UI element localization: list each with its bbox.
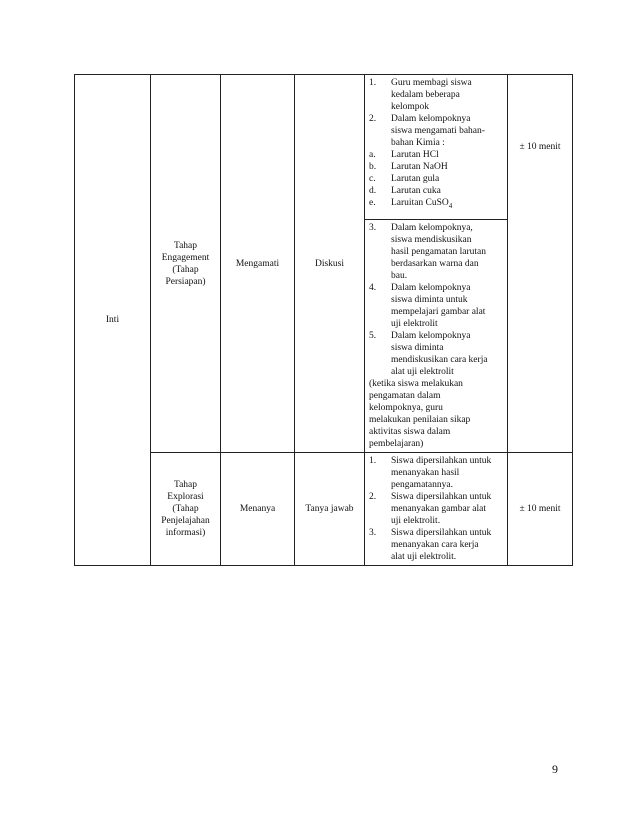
- assessment-note: [369, 378, 503, 450]
- step-item: [369, 330, 503, 378]
- text-line: menanyakan cara kerja: [391, 540, 479, 550]
- step-number: 5.: [369, 331, 377, 341]
- substance-name: Larutan HCl: [391, 150, 439, 160]
- stage-label: [151, 477, 220, 541]
- text-line: siswa mendiskusikan: [391, 235, 472, 245]
- text-line: kelompoknya, guru: [369, 403, 443, 413]
- substance-item: [369, 197, 503, 209]
- text-line: informasi): [165, 528, 206, 538]
- substance-item: [369, 161, 503, 173]
- phase-label: Inti: [105, 315, 120, 325]
- substance-letter: e.: [369, 198, 376, 208]
- text-line: Tahap: [173, 240, 198, 251]
- text-line: siswa diminta untuk: [391, 295, 468, 305]
- method-label: Tanya jawab: [305, 504, 354, 514]
- step-number: 1.: [369, 456, 377, 466]
- text-line: Siswa dipersilahkan untuk: [391, 528, 492, 538]
- step-number: 3.: [369, 223, 377, 233]
- step-item: [369, 113, 503, 149]
- text-line: bahan Kimia :: [391, 138, 445, 148]
- text-line: Siswa dipersilahkan untuk: [391, 456, 492, 466]
- activity-label: Mengamati: [235, 258, 280, 269]
- text-line: Tahap: [173, 480, 198, 490]
- substance-letter: c.: [369, 174, 376, 184]
- method-cell-qa: [295, 453, 365, 566]
- substance-name: Larutan gula: [391, 174, 440, 184]
- text-line: Explorasi: [167, 492, 204, 502]
- text-line: alat uji elektrolit.: [391, 552, 457, 562]
- substance-item: [369, 185, 503, 197]
- text-line: mempelajari gambar alat: [391, 307, 486, 317]
- method-label: Diskusi: [314, 258, 345, 269]
- substance-letter: d.: [369, 186, 377, 196]
- steps-cell-explore: [365, 453, 508, 566]
- step-number: 4.: [369, 283, 377, 293]
- text-line: berdasarkan warna dan: [391, 259, 479, 269]
- page-number: 9: [552, 762, 558, 776]
- substance-name: Laruitan CuSO: [391, 198, 449, 208]
- text-line: Dalam kelompoknya,: [391, 223, 473, 233]
- text-line: kelompok: [391, 102, 429, 112]
- text-line: Persiapan): [165, 276, 206, 287]
- step-item: [369, 222, 503, 282]
- step-number: 3.: [369, 528, 377, 538]
- text-line: siswa mengamati bahan-: [391, 126, 485, 136]
- time-cell-1: [508, 75, 573, 453]
- text-line: kedalam beberapa: [391, 90, 460, 100]
- substance-item: [369, 173, 503, 185]
- time-cell-2: [508, 453, 573, 566]
- text-line: menanyakan gambar alat: [391, 504, 486, 514]
- step-number: 2.: [369, 114, 377, 124]
- text-line: Dalam kelompoknya: [391, 114, 471, 124]
- text-line: Dalam kelompoknya: [391, 331, 471, 341]
- time-label: ± 10 menit: [519, 142, 561, 152]
- stage-cell-exploration: [151, 453, 221, 566]
- text-line: uji elektrolit: [391, 319, 438, 329]
- text-line: (Tahap: [172, 504, 199, 514]
- text-line: Guru membagi siswa: [391, 78, 472, 88]
- text-line: uji elektrolit.: [391, 516, 441, 526]
- steps-list: [369, 455, 503, 563]
- lesson-plan-table: [74, 74, 573, 566]
- substance-letter: b.: [369, 162, 377, 172]
- text-line: aktivitas siswa dalam: [369, 427, 451, 437]
- text-line: bau.: [391, 271, 408, 281]
- steps-cell-bottom: [365, 220, 508, 453]
- text-line: pengamatan dalam: [369, 391, 441, 401]
- substance-list: [369, 149, 503, 209]
- text-line: Siswa dipersilahkan untuk: [391, 492, 492, 502]
- text-line: mendiskusikan cara kerja: [391, 355, 488, 365]
- activity-cell-observe: [221, 75, 295, 453]
- text-line: siswa diminta: [391, 343, 444, 353]
- text-line: melakukan penilaian sikap: [369, 415, 471, 425]
- text-line: hasil pengamatan larutan: [391, 247, 486, 257]
- substance-item: [369, 149, 503, 161]
- step-item: [369, 527, 503, 563]
- step-item: [369, 491, 503, 527]
- text-line: Dalam kelompoknya: [391, 283, 471, 293]
- subscript: 4: [448, 201, 453, 210]
- text-line: (ketika siswa melakukan: [369, 379, 463, 389]
- step-item: [369, 282, 503, 330]
- text-line: menanyakan hasil: [391, 468, 460, 478]
- activity-label: Menanya: [239, 504, 276, 514]
- step-number: 1.: [369, 78, 377, 88]
- steps-list: [369, 77, 503, 149]
- step-item: [369, 77, 503, 113]
- stage-cell-engagement: [151, 75, 221, 453]
- substance-letter: a.: [369, 150, 376, 160]
- steps-list: [369, 222, 503, 378]
- time-label: ± 10 menit: [519, 504, 561, 514]
- substance-name: Larutan cuka: [391, 186, 441, 196]
- stage-label: [151, 238, 220, 290]
- activity-cell-ask: [221, 453, 295, 566]
- step-number: 2.: [369, 492, 377, 502]
- text-line: pembelajaran): [369, 439, 424, 449]
- steps-cell-top: [365, 75, 508, 220]
- method-cell-discussion: [295, 75, 365, 453]
- text-line: (Tahap: [172, 264, 199, 275]
- text-line: Penjelajahan: [161, 516, 210, 526]
- phase-cell: [75, 75, 151, 566]
- text-line: pengamatannya.: [391, 480, 453, 490]
- text-line: alat uji elektrolit: [391, 367, 454, 377]
- step-item: [369, 455, 503, 491]
- substance-name: Larutan NaOH: [391, 162, 448, 172]
- text-line: Engagement: [161, 252, 210, 263]
